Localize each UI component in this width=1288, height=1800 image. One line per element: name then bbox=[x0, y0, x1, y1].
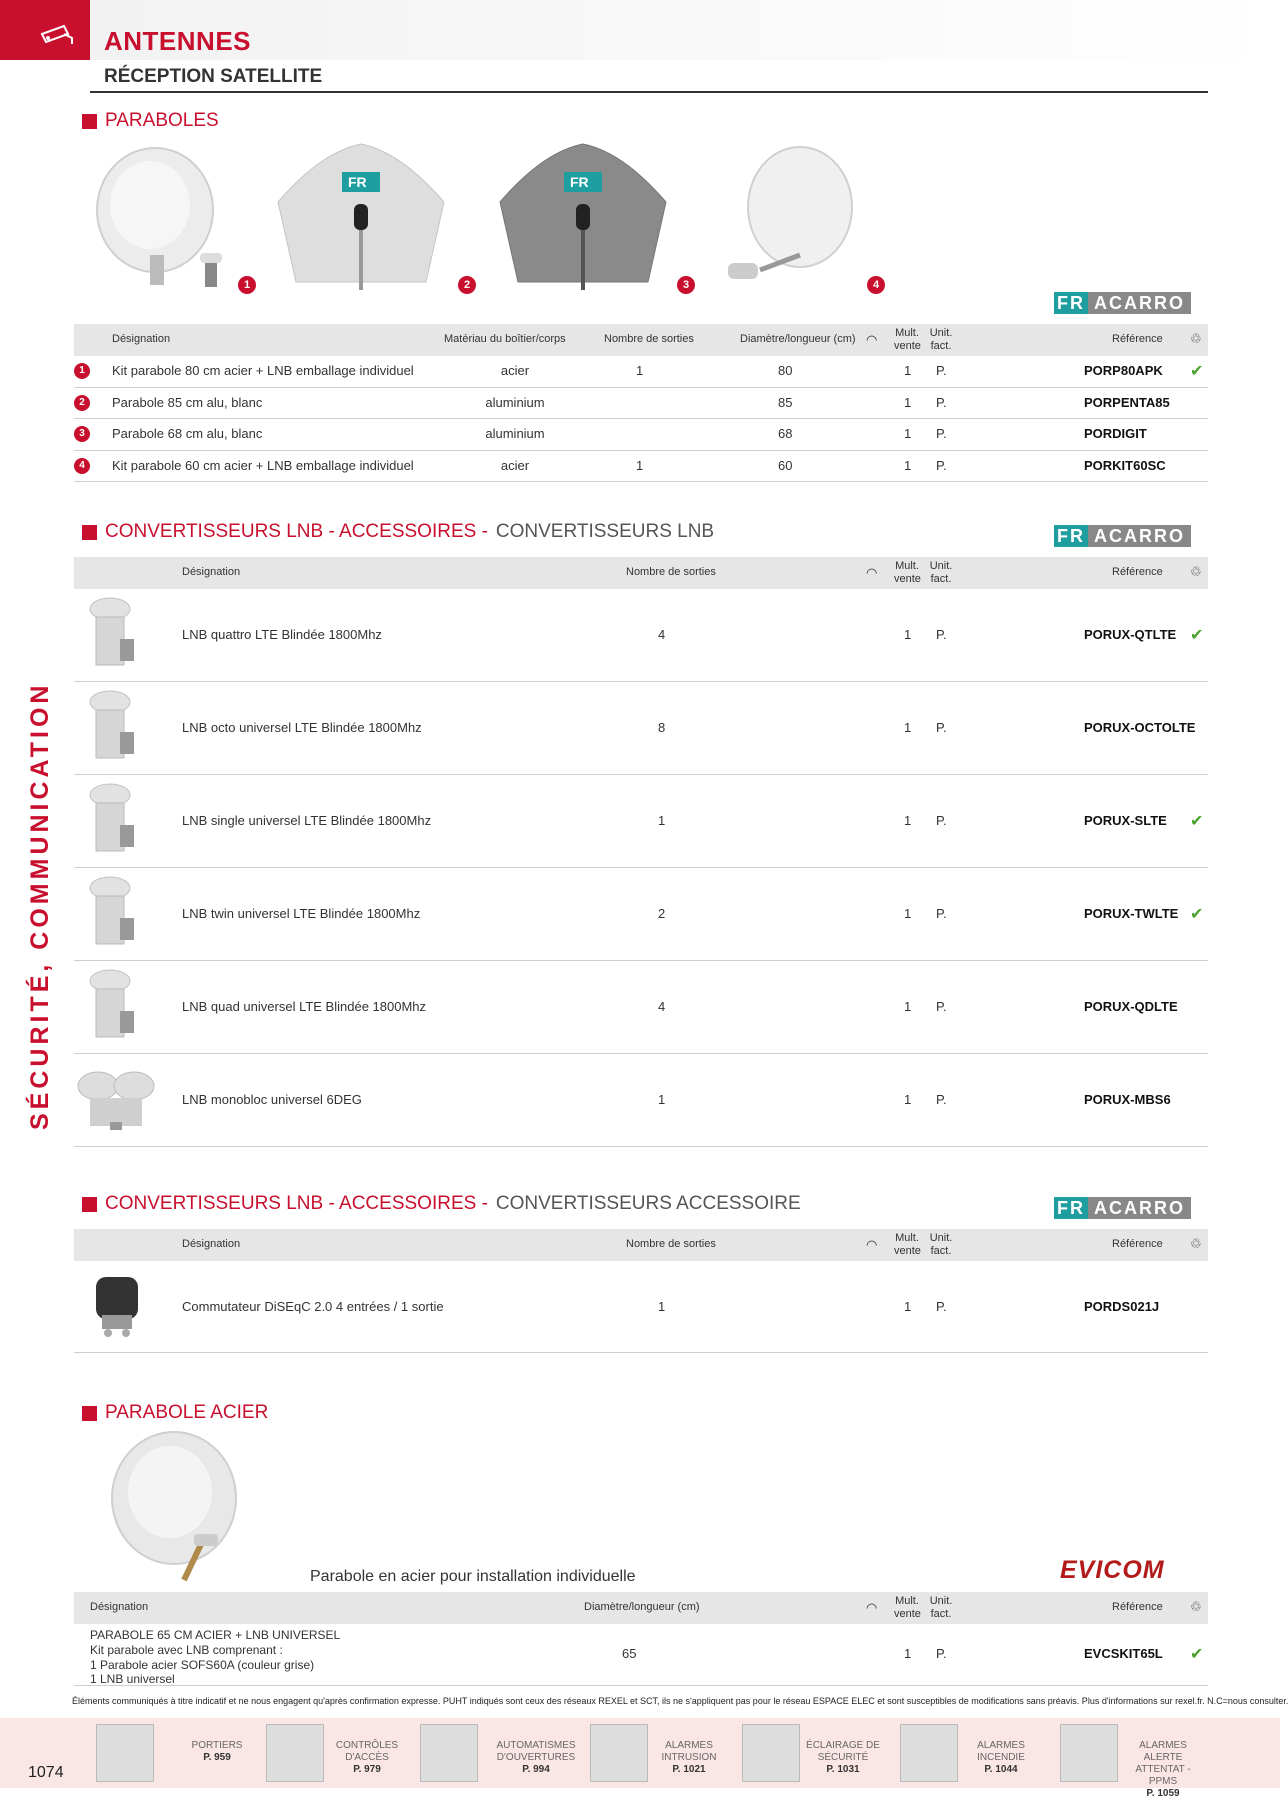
wifi-icon: ◠ bbox=[866, 1600, 878, 1615]
image-number-4: 4 bbox=[867, 276, 885, 294]
section-title-parabole-acier: PARABOLE ACIER bbox=[82, 1402, 268, 1424]
product-thumb-lnb bbox=[84, 781, 144, 861]
table-header-lnb: Désignation Nombre de sorties ◠ Mult. vente Unit. fact. Référence ♲ bbox=[74, 557, 1208, 589]
table-row[interactable]: Commutateur DiSEqC 2.0 4 entrées / 1 sortie 1 1 P. PORDS021J bbox=[74, 1261, 1208, 1353]
table-row[interactable]: LNB single universel LTE Blindée 1800Mhz 1 1 P. PORUX-SLTE ✔ bbox=[74, 775, 1208, 868]
wifi-icon: ◠ bbox=[866, 332, 878, 347]
section-marker bbox=[82, 1406, 97, 1421]
page-number: 1074 bbox=[28, 1764, 64, 1781]
recycle-icon: ♲ bbox=[1190, 1599, 1202, 1614]
product-caption: Parabole en acier pour installation individuelle bbox=[310, 1568, 636, 1585]
table-row[interactable]: 4 Kit parabole 60 cm acier + LNB emballage individuel acier 1 60 1 P. PORKIT60SC bbox=[74, 451, 1208, 483]
wifi-icon: ◠ bbox=[866, 1237, 878, 1252]
footer-category-link[interactable]: ALARMES INCENDIE P. 1044 bbox=[977, 1740, 1025, 1775]
product-thumb-lnb bbox=[76, 1064, 156, 1136]
footer-category-thumb[interactable] bbox=[1060, 1724, 1118, 1782]
row-number-badge: 3 bbox=[74, 426, 90, 442]
table-row[interactable]: 1 Kit parabole 80 cm acier + LNB emballage individuel acier 1 80 1 P. PORP80APK ✔ bbox=[74, 356, 1208, 388]
stock-check-icon: ✔ bbox=[1190, 813, 1204, 830]
product-image-parabole-60 bbox=[720, 145, 860, 295]
section-marker bbox=[82, 114, 97, 129]
section-marker bbox=[82, 1197, 97, 1212]
footer-category-thumb[interactable] bbox=[266, 1724, 324, 1782]
disclaimer: Éléments communiqués à titre indicatif et ne nous engagent qu'après confirmation expresse. PUHT indiqués sont ceux des réseaux REXEL et SCT, ils ne s'appliquent pas pour le réseau ESPACE ELEC et sont susceptibles de modifications sans préavis. Plus d'informations sur rexel.fr. N.C=nous consulter. bbox=[72, 1696, 1288, 1706]
row-number-badge: 1 bbox=[74, 363, 90, 379]
image-number-1: 1 bbox=[238, 276, 256, 294]
footer-category-link[interactable]: AUTOMATISMES D'OUVERTURES P. 994 bbox=[496, 1740, 576, 1775]
product-image-parabole-acier bbox=[104, 1430, 254, 1590]
recycle-icon: ♲ bbox=[1190, 331, 1202, 346]
product-thumb-diseqc bbox=[88, 1271, 148, 1341]
footer-category-link[interactable]: ÉCLAIRAGE DE SÉCURITÉ P. 1031 bbox=[806, 1740, 880, 1775]
footer-category-thumb[interactable] bbox=[96, 1724, 154, 1782]
table-row[interactable]: PARABOLE 65 CM ACIER + LNB UNIVERSEL Kit parabole avec LNB comprenant : 1 Parabole acier SOFS60A (couleur grise) 1 LNB universel 65 1 P. EVCSKIT65L ✔ bbox=[74, 1624, 1208, 1686]
row-number-badge: 4 bbox=[74, 458, 90, 474]
header-category-tab bbox=[0, 0, 90, 60]
table-header-paraboles: Désignation Matériau du boîtier/corps Nombre de sorties Diamètre/longueur (cm) ◠ Mult. vente Unit. fact. Référence ♲ bbox=[74, 324, 1208, 356]
stock-check-icon: ✔ bbox=[1190, 363, 1204, 380]
stock-check-icon: ✔ bbox=[1190, 1646, 1204, 1663]
brand-logo-fracarro: FR ACARRO bbox=[1054, 525, 1191, 547]
table-row[interactable]: 3 Parabole 68 cm alu, blanc aluminium 68 1 P. PORDIGIT bbox=[74, 419, 1208, 451]
product-thumb-lnb bbox=[84, 688, 144, 768]
page-title: ANTENNES bbox=[104, 26, 252, 56]
row-number-badge: 2 bbox=[74, 395, 90, 411]
svg-text:FR: FR bbox=[570, 174, 589, 190]
brand-logo-fracarro: FR ACARRO bbox=[1054, 292, 1191, 314]
section-title-paraboles: PARABOLES bbox=[82, 110, 219, 132]
table-row[interactable]: LNB quad universel LTE Blindée 1800Mhz 4 1 P. PORUX-QDLTE bbox=[74, 961, 1208, 1054]
brand-logo-fracarro: FR ACARRO bbox=[1054, 1197, 1191, 1219]
section-marker bbox=[82, 525, 97, 540]
page-subtitle: RÉCEPTION SATELLITE bbox=[104, 66, 323, 87]
table-row[interactable]: 2 Parabole 85 cm alu, blanc aluminium 85 1 P. PORPENTA85 bbox=[74, 388, 1208, 420]
side-category-label: SÉCURITÉ, COMMUNICATION bbox=[26, 681, 54, 1130]
footer-category-link[interactable]: ALARMES INTRUSION P. 1021 bbox=[661, 1740, 717, 1775]
brand-logo-evicom: EVICOM bbox=[1060, 1556, 1165, 1584]
footer-category-link[interactable]: CONTRÔLES D'ACCÈS P. 979 bbox=[335, 1740, 399, 1775]
product-thumb-lnb bbox=[84, 595, 144, 675]
product-thumb-lnb bbox=[84, 967, 144, 1047]
footer-category-link[interactable]: ALARMES ALERTE ATTENTAT - PPMS P. 1059 bbox=[1135, 1740, 1191, 1799]
image-number-3: 3 bbox=[677, 276, 695, 294]
table-header-acier: Désignation Diamètre/longueur (cm) ◠ Mult. vente Unit. fact. Référence ♲ bbox=[74, 1592, 1208, 1624]
header-divider bbox=[90, 91, 1208, 93]
stock-check-icon: ✔ bbox=[1190, 627, 1204, 644]
footer-category-thumb[interactable] bbox=[900, 1724, 958, 1782]
product-image-parabole-68 bbox=[498, 142, 668, 292]
wifi-icon: ◠ bbox=[866, 565, 878, 580]
section-title-lnb: CONVERTISSEURS LNB - ACCESSOIRES - CONVERTISSEURS LNB bbox=[82, 521, 714, 543]
recycle-icon: ♲ bbox=[1190, 564, 1202, 579]
table-row[interactable]: LNB monobloc universel 6DEG 1 1 P. PORUX-MBS6 bbox=[74, 1054, 1208, 1147]
recycle-icon: ♲ bbox=[1190, 1236, 1202, 1251]
product-image-parabole-85 bbox=[276, 142, 446, 292]
section-title-accessoire: CONVERTISSEURS LNB - ACCESSOIRES - CONVERTISSEURS ACCESSOIRE bbox=[82, 1193, 801, 1215]
table-row[interactable]: LNB quattro LTE Blindée 1800Mhz 4 1 P. PORUX-QTLTE ✔ bbox=[74, 589, 1208, 682]
footer-category-thumb[interactable] bbox=[742, 1724, 800, 1782]
image-number-2: 2 bbox=[458, 276, 476, 294]
table-row[interactable]: LNB twin universel LTE Blindée 1800Mhz 2 1 P. PORUX-TWLTE ✔ bbox=[74, 868, 1208, 961]
table-row[interactable]: LNB octo universel LTE Blindée 1800Mhz 8 1 P. PORUX-OCTOLTE bbox=[74, 682, 1208, 775]
product-thumb-lnb bbox=[84, 874, 144, 954]
cctv-camera-icon bbox=[38, 20, 78, 50]
svg-text:FR: FR bbox=[348, 174, 367, 190]
footer-category-thumb[interactable] bbox=[420, 1724, 478, 1782]
table-header-accessoire: Désignation Nombre de sorties ◠ Mult. vente Unit. fact. Référence ♲ bbox=[74, 1229, 1208, 1261]
footer-category-link[interactable]: PORTIERS P. 959 bbox=[191, 1740, 243, 1763]
footer-category-thumb[interactable] bbox=[590, 1724, 648, 1782]
stock-check-icon: ✔ bbox=[1190, 906, 1204, 923]
product-image-parabole-80 bbox=[90, 145, 240, 295]
